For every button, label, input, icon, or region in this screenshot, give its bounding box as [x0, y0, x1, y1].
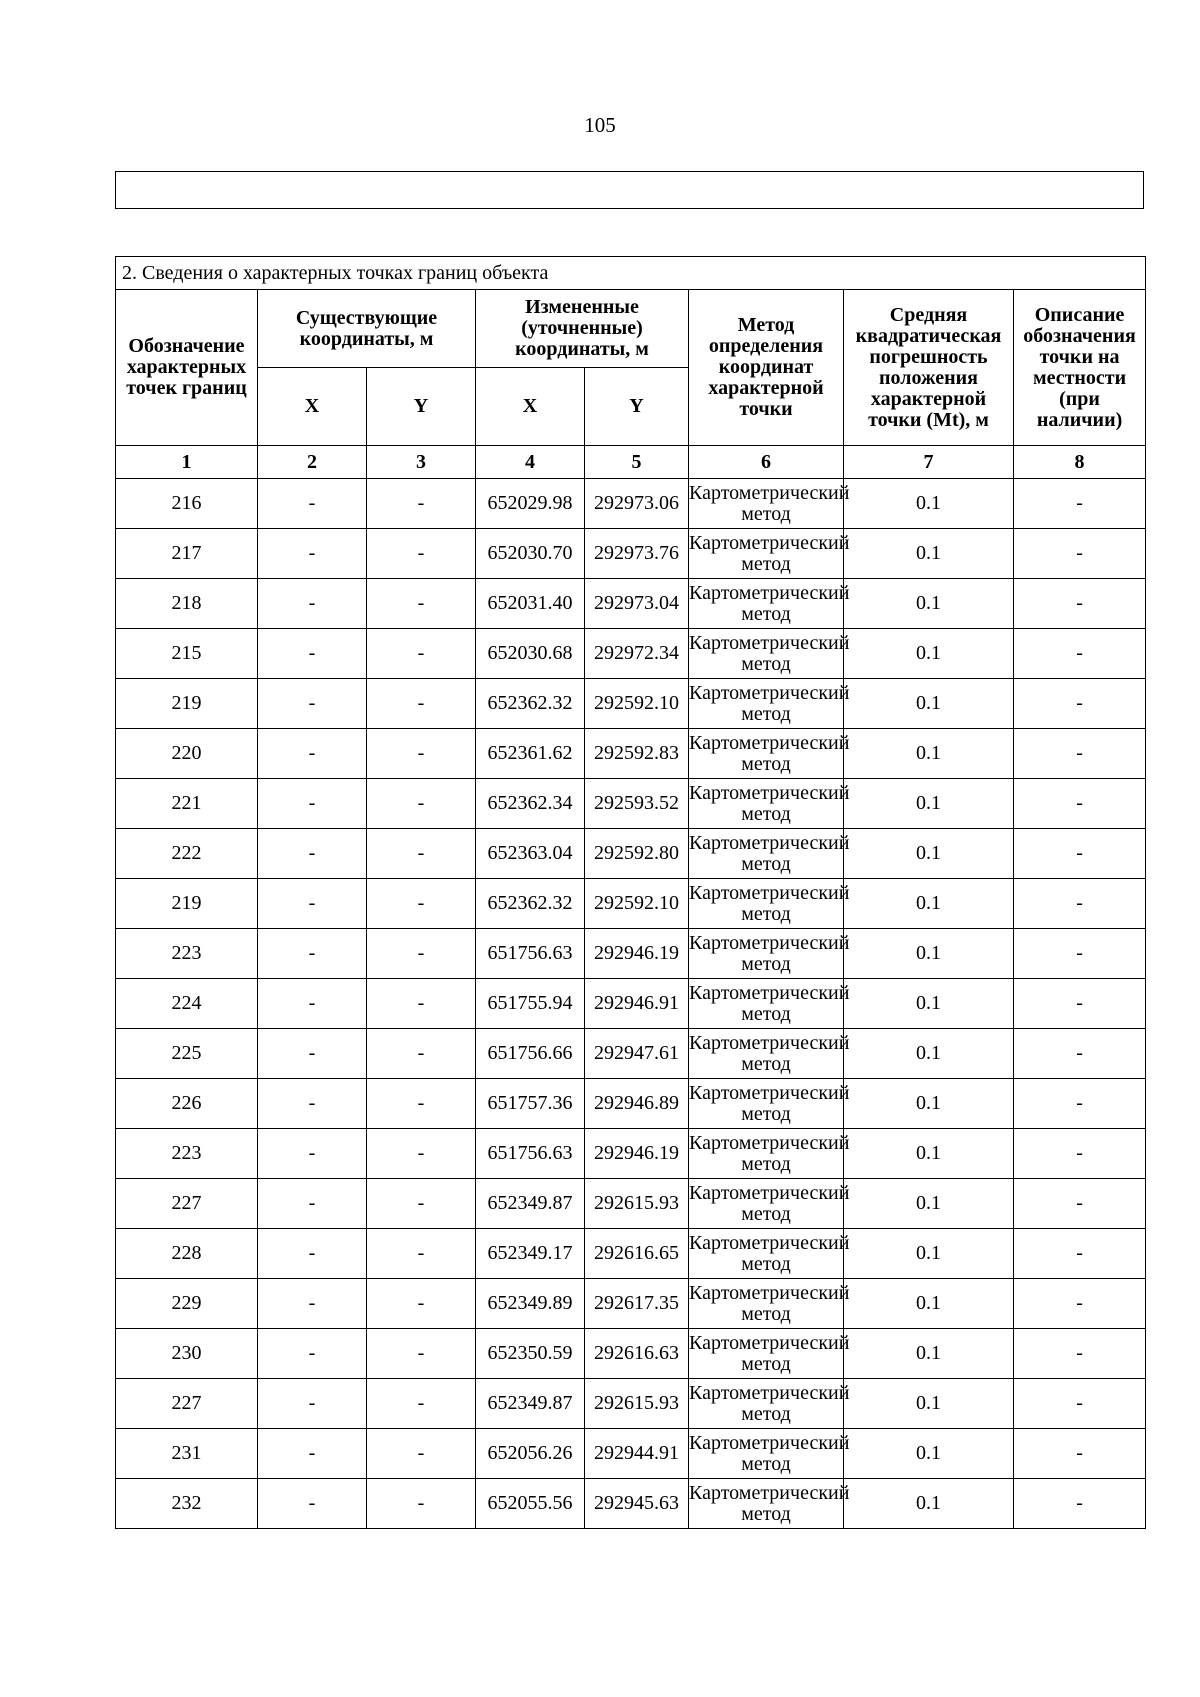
header-changed-coordinates: Измененные (уточненные) координаты, м: [476, 290, 689, 368]
point-description-cell: -: [1014, 1479, 1146, 1529]
mean-square-error-cell: 0.1: [844, 1029, 1014, 1079]
existing-y-cell: -: [367, 1029, 476, 1079]
changed-y-cell: 292615.93: [585, 1379, 689, 1429]
existing-x-cell: -: [258, 679, 367, 729]
point-description-cell: -: [1014, 879, 1146, 929]
mean-square-error-cell: 0.1: [844, 529, 1014, 579]
changed-x-cell: 652349.17: [476, 1229, 585, 1279]
mean-square-error-cell: 0.1: [844, 929, 1014, 979]
existing-y-cell: -: [367, 629, 476, 679]
table-row: [116, 779, 1146, 829]
changed-x-cell: 652029.98: [476, 479, 585, 529]
mean-square-error-cell: 0.1: [844, 679, 1014, 729]
point-designation-cell: 232: [116, 1479, 258, 1529]
mean-square-error-cell: 0.1: [844, 479, 1014, 529]
changed-y-cell: 292945.63: [585, 1479, 689, 1529]
changed-y-cell: 292592.10: [585, 879, 689, 929]
point-description-cell: -: [1014, 679, 1146, 729]
column-number: 7: [844, 446, 1014, 479]
changed-x-cell: 652362.32: [476, 879, 585, 929]
changed-x-cell: 652031.40: [476, 579, 585, 629]
point-designation-cell: 216: [116, 479, 258, 529]
point-description-cell: -: [1014, 1329, 1146, 1379]
existing-y-cell: -: [367, 1379, 476, 1429]
mean-square-error-cell: 0.1: [844, 1279, 1014, 1329]
existing-y-cell: -: [367, 529, 476, 579]
header-changed-y: Y: [585, 368, 689, 446]
point-designation-cell: 215: [116, 629, 258, 679]
existing-x-cell: -: [258, 579, 367, 629]
method-cell: Картометрический метод: [689, 729, 844, 779]
changed-x-cell: 652362.34: [476, 779, 585, 829]
existing-x-cell: -: [258, 829, 367, 879]
point-description-cell: -: [1014, 829, 1146, 879]
table-row: [116, 979, 1146, 1029]
point-designation-cell: 221: [116, 779, 258, 829]
table-row: [116, 679, 1146, 729]
changed-x-cell: 652055.56: [476, 1479, 585, 1529]
existing-y-cell: -: [367, 1229, 476, 1279]
table-row: [116, 1079, 1146, 1129]
changed-x-cell: 651756.66: [476, 1029, 585, 1079]
point-designation-cell: 228: [116, 1229, 258, 1279]
point-description-cell: -: [1014, 1179, 1146, 1229]
existing-x-cell: -: [258, 979, 367, 1029]
point-description-cell: -: [1014, 629, 1146, 679]
point-designation-cell: 218: [116, 579, 258, 629]
header-error: Средняя квадратическая погрешность положения характерной точки (Mt), м: [844, 290, 1014, 446]
mean-square-error-cell: 0.1: [844, 1479, 1014, 1529]
table-row: [116, 1429, 1146, 1479]
existing-x-cell: -: [258, 1429, 367, 1479]
existing-x-cell: -: [258, 529, 367, 579]
existing-x-cell: -: [258, 1179, 367, 1229]
existing-y-cell: -: [367, 779, 476, 829]
existing-x-cell: -: [258, 1279, 367, 1329]
changed-y-cell: 292592.10: [585, 679, 689, 729]
existing-y-cell: -: [367, 729, 476, 779]
point-designation-cell: 220: [116, 729, 258, 779]
point-designation-cell: 222: [116, 829, 258, 879]
point-designation-cell: 229: [116, 1279, 258, 1329]
point-description-cell: -: [1014, 979, 1146, 1029]
mean-square-error-cell: 0.1: [844, 1229, 1014, 1279]
changed-y-cell: 292615.93: [585, 1179, 689, 1229]
mean-square-error-cell: 0.1: [844, 1429, 1014, 1479]
point-description-cell: -: [1014, 1079, 1146, 1129]
existing-y-cell: -: [367, 679, 476, 729]
table-row: [116, 1179, 1146, 1229]
mean-square-error-cell: 0.1: [844, 979, 1014, 1029]
existing-y-cell: -: [367, 1129, 476, 1179]
method-cell: Картометрический метод: [689, 879, 844, 929]
point-designation-cell: 219: [116, 679, 258, 729]
table-row: [116, 1329, 1146, 1379]
existing-y-cell: -: [367, 829, 476, 879]
changed-y-cell: 292946.91: [585, 979, 689, 1029]
point-description-cell: -: [1014, 479, 1146, 529]
point-description-cell: -: [1014, 529, 1146, 579]
method-cell: Картометрический метод: [689, 1429, 844, 1479]
changed-x-cell: 652030.68: [476, 629, 585, 679]
point-designation-cell: 217: [116, 529, 258, 579]
mean-square-error-cell: 0.1: [844, 1379, 1014, 1429]
column-number: 1: [116, 446, 258, 479]
point-description-cell: -: [1014, 1429, 1146, 1479]
mean-square-error-cell: 0.1: [844, 1329, 1014, 1379]
changed-y-cell: 292946.89: [585, 1079, 689, 1129]
method-cell: Картометрический метод: [689, 1029, 844, 1079]
point-description-cell: -: [1014, 779, 1146, 829]
existing-y-cell: -: [367, 1479, 476, 1529]
point-description-cell: -: [1014, 1129, 1146, 1179]
mean-square-error-cell: 0.1: [844, 829, 1014, 879]
changed-x-cell: 652362.32: [476, 679, 585, 729]
point-designation-cell: 230: [116, 1329, 258, 1379]
column-numbers-row: [116, 446, 1146, 479]
point-designation-cell: 223: [116, 1129, 258, 1179]
table-row: [116, 1479, 1146, 1529]
existing-x-cell: -: [258, 1479, 367, 1529]
method-cell: Картометрический метод: [689, 679, 844, 729]
changed-y-cell: 292973.76: [585, 529, 689, 579]
point-description-cell: -: [1014, 729, 1146, 779]
mean-square-error-cell: 0.1: [844, 879, 1014, 929]
method-cell: Картометрический метод: [689, 1229, 844, 1279]
existing-x-cell: -: [258, 629, 367, 679]
point-designation-cell: 227: [116, 1179, 258, 1229]
changed-x-cell: 652349.87: [476, 1179, 585, 1229]
method-cell: Картометрический метод: [689, 529, 844, 579]
column-number: 2: [258, 446, 367, 479]
point-designation-cell: 231: [116, 1429, 258, 1479]
method-cell: Картометрический метод: [689, 979, 844, 1029]
existing-y-cell: -: [367, 579, 476, 629]
header-designation: Обозначение характерных точек границ: [116, 290, 258, 446]
existing-y-cell: -: [367, 879, 476, 929]
table-row: [116, 629, 1146, 679]
changed-y-cell: 292616.63: [585, 1329, 689, 1379]
existing-x-cell: -: [258, 1079, 367, 1129]
point-description-cell: -: [1014, 1029, 1146, 1079]
point-designation-cell: 223: [116, 929, 258, 979]
header-changed-x: X: [476, 368, 585, 446]
table-row: [116, 1229, 1146, 1279]
point-description-cell: -: [1014, 1379, 1146, 1429]
method-cell: Картометрический метод: [689, 1479, 844, 1529]
existing-y-cell: -: [367, 1079, 476, 1129]
existing-y-cell: -: [367, 1279, 476, 1329]
table-row: [116, 1279, 1146, 1329]
method-cell: Картометрический метод: [689, 1079, 844, 1129]
mean-square-error-cell: 0.1: [844, 629, 1014, 679]
header-existing-y: Y: [367, 368, 476, 446]
existing-x-cell: -: [258, 1029, 367, 1079]
table-row: [116, 729, 1146, 779]
existing-x-cell: -: [258, 779, 367, 829]
existing-x-cell: -: [258, 1229, 367, 1279]
changed-x-cell: 651755.94: [476, 979, 585, 1029]
table-row: [116, 879, 1146, 929]
table-row: [116, 1379, 1146, 1429]
existing-x-cell: -: [258, 1329, 367, 1379]
changed-y-cell: 292946.19: [585, 1129, 689, 1179]
changed-x-cell: 652030.70: [476, 529, 585, 579]
existing-x-cell: -: [258, 1379, 367, 1429]
method-cell: Картометрический метод: [689, 1329, 844, 1379]
page-number: 105: [584, 113, 616, 137]
point-designation-cell: 227: [116, 1379, 258, 1429]
method-cell: Картометрический метод: [689, 1279, 844, 1329]
existing-x-cell: -: [258, 929, 367, 979]
method-cell: Картометрический метод: [689, 779, 844, 829]
point-designation-cell: 226: [116, 1079, 258, 1129]
method-cell: Картометрический метод: [689, 1129, 844, 1179]
changed-x-cell: 652056.26: [476, 1429, 585, 1479]
header-method: Метод определения координат характерной точки: [689, 290, 844, 446]
header-description: Описание обозначения точки на местности (при наличии): [1014, 290, 1146, 446]
table-row: [116, 529, 1146, 579]
changed-y-cell: 292616.65: [585, 1229, 689, 1279]
existing-x-cell: -: [258, 1129, 367, 1179]
changed-y-cell: 292973.04: [585, 579, 689, 629]
point-designation-cell: 225: [116, 1029, 258, 1079]
column-number: 3: [367, 446, 476, 479]
point-description-cell: -: [1014, 579, 1146, 629]
changed-y-cell: 292973.06: [585, 479, 689, 529]
existing-y-cell: -: [367, 979, 476, 1029]
method-cell: Картометрический метод: [689, 479, 844, 529]
empty-header-box: [115, 171, 1144, 209]
column-number: 6: [689, 446, 844, 479]
mean-square-error-cell: 0.1: [844, 1129, 1014, 1179]
changed-x-cell: 651756.63: [476, 929, 585, 979]
method-cell: Картометрический метод: [689, 579, 844, 629]
changed-y-cell: 292617.35: [585, 1279, 689, 1329]
table-row: [116, 479, 1146, 529]
point-designation-cell: 219: [116, 879, 258, 929]
method-cell: Картометрический метод: [689, 829, 844, 879]
changed-y-cell: 292592.83: [585, 729, 689, 779]
section-title: 2. Сведения о характерных точках границ объекта: [116, 257, 1146, 290]
mean-square-error-cell: 0.1: [844, 729, 1014, 779]
point-description-cell: -: [1014, 1279, 1146, 1329]
changed-x-cell: 652350.59: [476, 1329, 585, 1379]
method-cell: Картометрический метод: [689, 929, 844, 979]
changed-y-cell: 292944.91: [585, 1429, 689, 1479]
boundary-points-table: [115, 256, 1146, 1529]
table-row: [116, 1029, 1146, 1079]
mean-square-error-cell: 0.1: [844, 579, 1014, 629]
changed-y-cell: 292592.80: [585, 829, 689, 879]
column-number: 5: [585, 446, 689, 479]
point-description-cell: -: [1014, 929, 1146, 979]
existing-y-cell: -: [367, 929, 476, 979]
changed-y-cell: 292947.61: [585, 1029, 689, 1079]
existing-y-cell: -: [367, 1329, 476, 1379]
changed-x-cell: 652361.62: [476, 729, 585, 779]
changed-x-cell: 651757.36: [476, 1079, 585, 1129]
table-body: [116, 479, 1146, 1529]
header-existing-x: X: [258, 368, 367, 446]
method-cell: Картометрический метод: [689, 1179, 844, 1229]
table-row: [116, 579, 1146, 629]
table-row: [116, 829, 1146, 879]
changed-y-cell: 292593.52: [585, 779, 689, 829]
existing-y-cell: -: [367, 1429, 476, 1479]
mean-square-error-cell: 0.1: [844, 1179, 1014, 1229]
method-cell: Картометрический метод: [689, 629, 844, 679]
table-row: [116, 1129, 1146, 1179]
changed-x-cell: 652349.89: [476, 1279, 585, 1329]
header-existing-coordinates: Существующие координаты, м: [258, 290, 476, 368]
mean-square-error-cell: 0.1: [844, 779, 1014, 829]
method-cell: Картометрический метод: [689, 1379, 844, 1429]
table-row: [116, 929, 1146, 979]
changed-y-cell: 292972.34: [585, 629, 689, 679]
changed-x-cell: 652349.87: [476, 1379, 585, 1429]
column-number: 4: [476, 446, 585, 479]
point-description-cell: -: [1014, 1229, 1146, 1279]
point-designation-cell: 224: [116, 979, 258, 1029]
changed-y-cell: 292946.19: [585, 929, 689, 979]
mean-square-error-cell: 0.1: [844, 1079, 1014, 1129]
existing-x-cell: -: [258, 479, 367, 529]
existing-x-cell: -: [258, 879, 367, 929]
existing-y-cell: -: [367, 1179, 476, 1229]
column-number: 8: [1014, 446, 1146, 479]
existing-x-cell: -: [258, 729, 367, 779]
changed-x-cell: 651756.63: [476, 1129, 585, 1179]
changed-x-cell: 652363.04: [476, 829, 585, 879]
existing-y-cell: -: [367, 479, 476, 529]
